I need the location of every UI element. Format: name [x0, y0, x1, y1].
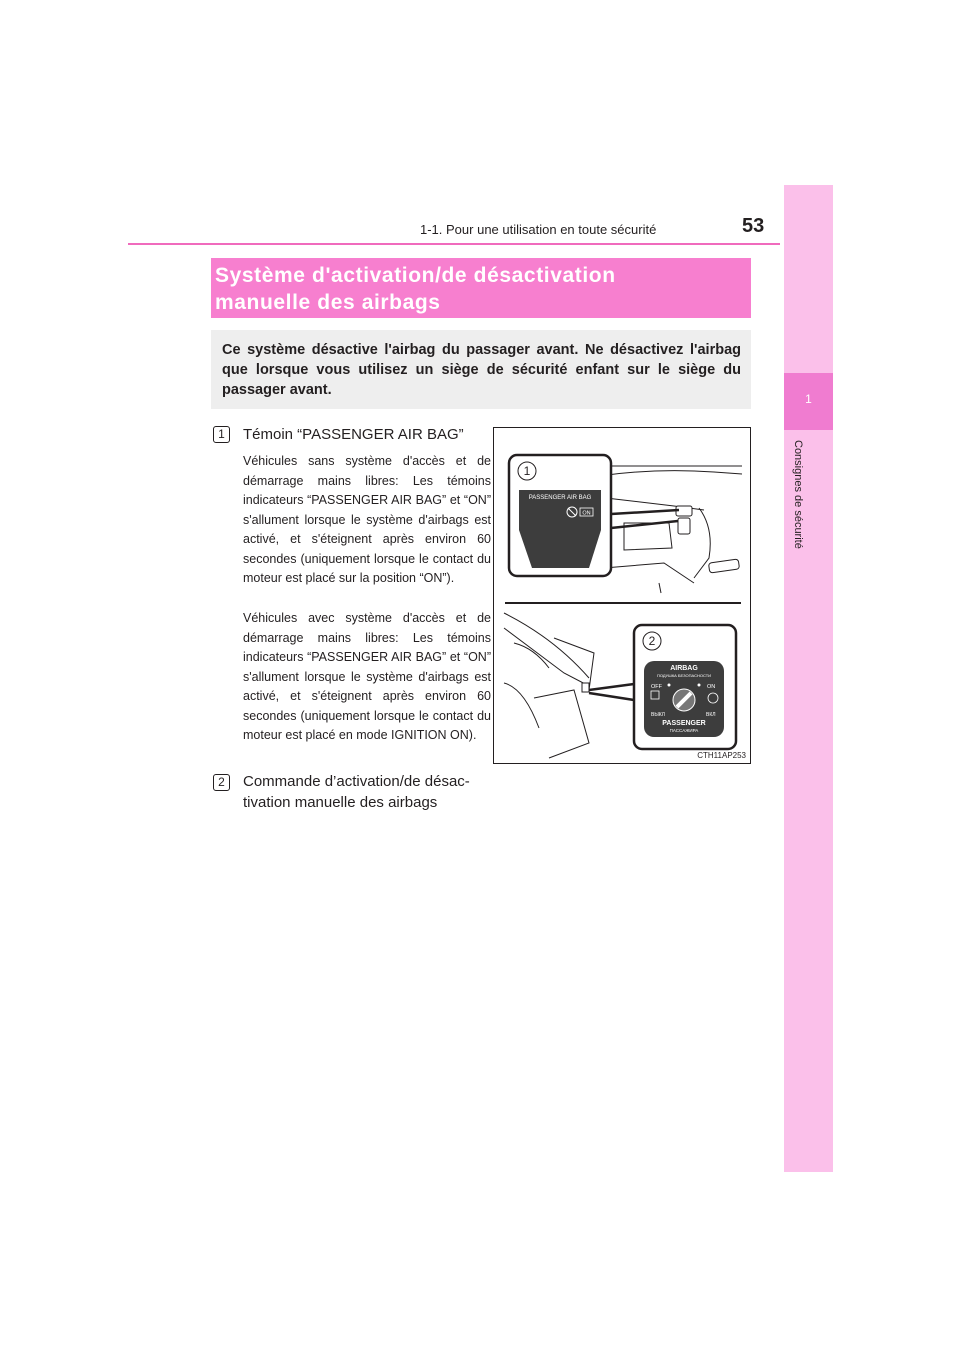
item-2-title-line1: Commande d’activation/de désac- — [243, 773, 470, 790]
figure-switch-on-ru: ВКЛ — [706, 712, 716, 718]
intro-text: Ce système désactive l'airbag du passager avant. Ne désactivez l'airbag que lorsque vous utilisez un siège de sécurité enfant sur le siège du passager avant. — [222, 342, 741, 398]
item-1-paragraph-1: Véhicules sans système d'accès et de démarrage mains libres: Les témoins indicateurs “PASSENGER AIR BAG” et “ON” s'allument lorsque le système d'airbags est activé, et s'éteignent après environ 60 secondes (uniquement lorsque le contact du moteur est placé sur la position “ON”). — [243, 454, 491, 585]
chapter-label: Consignes de sécurité — [792, 440, 804, 549]
figure-switch-airbag-ru: ПОДУШКА БЕЗОПАСНОСТИ — [656, 673, 712, 678]
section-title-line2: manuelle des airbags — [215, 291, 441, 314]
item-2-number: 2 — [213, 774, 230, 791]
item-1-number: 1 — [213, 426, 230, 443]
figure-switch-off: OFF — [651, 684, 662, 690]
figure-callout-1: 1 — [523, 464, 531, 478]
item-2-title — [243, 771, 470, 813]
figure-indicator-on: ON — [582, 510, 591, 517]
illustration-figure — [493, 427, 751, 764]
item-2-title-line2: tivation manuelle des airbags — [243, 794, 438, 811]
section-title-line1: Système d'activation/de désactivation — [215, 264, 616, 287]
figure-switch-passenger-ru: ПАССАЖИРА — [669, 728, 699, 733]
header-rule — [128, 243, 780, 245]
figure-switch-on: ON — [707, 684, 716, 690]
figure-switch-passenger: PASSENGER — [662, 720, 706, 727]
illustration-svg — [494, 428, 751, 764]
running-head: 1-1. Pour une utilisation en toute sécurité — [420, 222, 657, 237]
figure-switch-airbag: AIRBAG — [670, 665, 698, 672]
item-1-title: Témoin “PASSENGER AIR BAG” — [243, 426, 464, 443]
page-number: 53 — [742, 215, 765, 237]
item-1-paragraph-2: Véhicules avec système d'accès et de démarrage mains libres: Les témoins indicateurs “PASSENGER AIR BAG” et “ON” s'allument lorsque le système d'airbags est activé, et s'éteignent après environ 60 secondes (uniquement lorsque le contact du moteur est placé en mode IGNITION ON). — [243, 611, 491, 742]
section-title — [215, 262, 745, 316]
figure-code: CTH11AP253 — [697, 751, 746, 760]
figure-indicator-label: PASSENGER AIR BAG — [528, 495, 592, 501]
chapter-side-tab — [784, 185, 833, 1172]
figure-switch-off-ru: ВЫКЛ — [651, 712, 665, 718]
figure-callout-2: 2 — [648, 634, 656, 648]
chapter-number: 1 — [805, 392, 812, 406]
